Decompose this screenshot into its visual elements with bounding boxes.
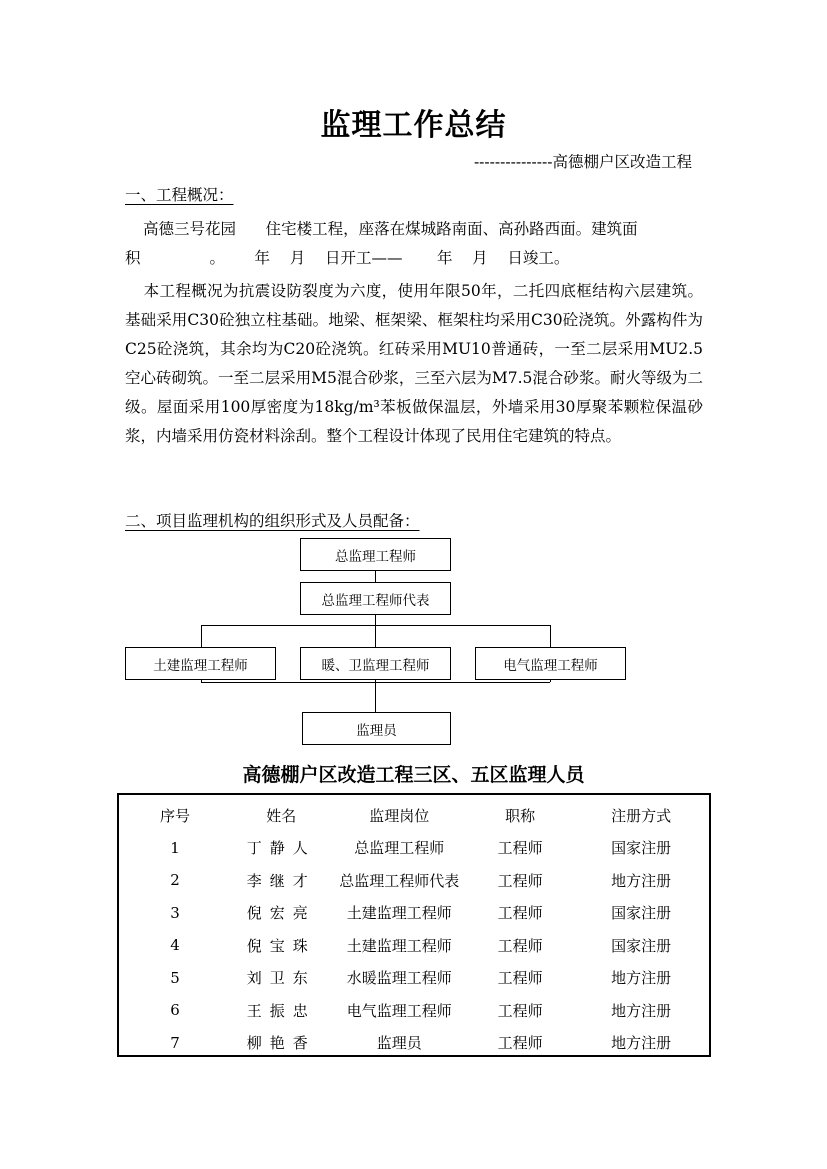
cell-name: 倪宝珠 (246, 936, 316, 955)
section1-heading: 一、工程概况： (125, 186, 234, 204)
staff-table-frame (117, 793, 711, 1057)
org-box-supervisor: 监理员 (302, 712, 451, 745)
cell-registration: 地方注册 (611, 969, 672, 988)
cell-registration: 国家注册 (611, 936, 672, 955)
cell-index: 5 (170, 968, 180, 987)
document-title: 监理工作总结 (320, 108, 507, 143)
cell-title: 工程师 (497, 936, 543, 955)
cell-title: 工程师 (497, 904, 543, 923)
org-box-electrical: 电气监理工程师 (475, 647, 626, 680)
org-box-chief: 总监理工程师 (300, 538, 451, 571)
cell-registration: 地方注册 (611, 1001, 672, 1020)
cell-position: 电气监理工程师 (346, 1001, 452, 1020)
org-connector (201, 682, 550, 683)
cell-registration: 地方注册 (611, 1034, 672, 1053)
cell-position: 监理员 (376, 1034, 422, 1053)
cell-name: 王振忠 (246, 1001, 316, 1020)
overview-line1: 高德三号花园 住宅楼工程，座落在煤城路南面、高孙路西面。建筑面 (143, 220, 638, 238)
document-subtitle: ---------------高德棚户区改造工程 (473, 153, 692, 171)
org-connector (375, 570, 376, 582)
header-index: 序号 (160, 806, 191, 825)
cell-name: 倪宏亮 (246, 904, 316, 923)
table-row (119, 864, 709, 897)
overview-paragraph: 本工程概况为抗震设防裂度为六度，使用年限50年，二托四底框结构六层建筑。基础采用C30砼独立柱基础。地梁、框架梁、框架柱均采用C30砼浇筑。外露构件为C25砼浇筑，其余均为C20砼浇筑。红砖采用MU10普通砖，一至二层采用MU2.5空心砖砌筑。一至二层采用M5混合砂浆，三至六层为M7.5混合砂浆。耐火等级为二级。屋面采用100厚密度为18kg/m³苯板做保温层，外墙采用30厚聚苯颗粒保温砂浆，内墙采用仿瓷材料涂刮。整个工程设计体现了民用住宅建筑的特点。 (125, 282, 703, 445)
staff-table-title: 高德棚户区改造工程三区、五区监理人员 (242, 764, 585, 786)
cell-index: 1 (170, 838, 180, 857)
cell-title: 工程师 (497, 1034, 543, 1053)
cell-position: 水暖监理工程师 (346, 969, 452, 988)
header-title: 职称 (505, 806, 536, 825)
cell-name: 柳艳香 (246, 1034, 316, 1053)
cell-name: 刘卫东 (246, 969, 316, 988)
table-row (119, 1027, 709, 1060)
org-box-civil: 土建监理工程师 (125, 647, 276, 680)
org-connector (201, 625, 550, 626)
table-row (119, 832, 709, 865)
table-header-row (119, 799, 709, 832)
cell-index: 4 (170, 936, 180, 955)
table-row (119, 994, 709, 1027)
table-row (119, 962, 709, 995)
overview-line2: 积 。 年 月 日开工—— 年 月 日竣工。 (125, 249, 570, 267)
cell-name: 李继才 (246, 871, 316, 890)
org-box-deputy: 总监理工程师代表 (300, 582, 451, 615)
cell-index: 2 (170, 871, 180, 890)
cell-position: 总监理工程师代表 (339, 871, 460, 890)
cell-index: 3 (170, 903, 180, 922)
cell-index: 6 (170, 1001, 180, 1020)
cell-position: 土建监理工程师 (346, 936, 452, 955)
header-position: 监理岗位 (369, 806, 430, 825)
cell-position: 土建监理工程师 (346, 904, 452, 923)
staff-table (119, 799, 709, 1059)
cell-title: 工程师 (497, 1001, 543, 1020)
cell-title: 工程师 (497, 871, 543, 890)
table-row (119, 897, 709, 930)
header-registration: 注册方式 (611, 806, 672, 825)
cell-index: 7 (170, 1033, 180, 1052)
cell-name: 丁静人 (246, 839, 316, 858)
cell-registration: 国家注册 (611, 904, 672, 923)
table-row (119, 929, 709, 962)
cell-title: 工程师 (497, 839, 543, 858)
cell-title: 工程师 (497, 969, 543, 988)
org-box-hvac: 暖、卫监理工程师 (300, 647, 451, 680)
header-name: 姓名 (266, 806, 297, 825)
cell-position: 总监理工程师 (354, 839, 445, 858)
section2-heading: 二、项目监理机构的组织形式及人员配备： (125, 512, 420, 530)
cell-registration: 地方注册 (611, 871, 672, 890)
cell-registration: 国家注册 (611, 839, 672, 858)
